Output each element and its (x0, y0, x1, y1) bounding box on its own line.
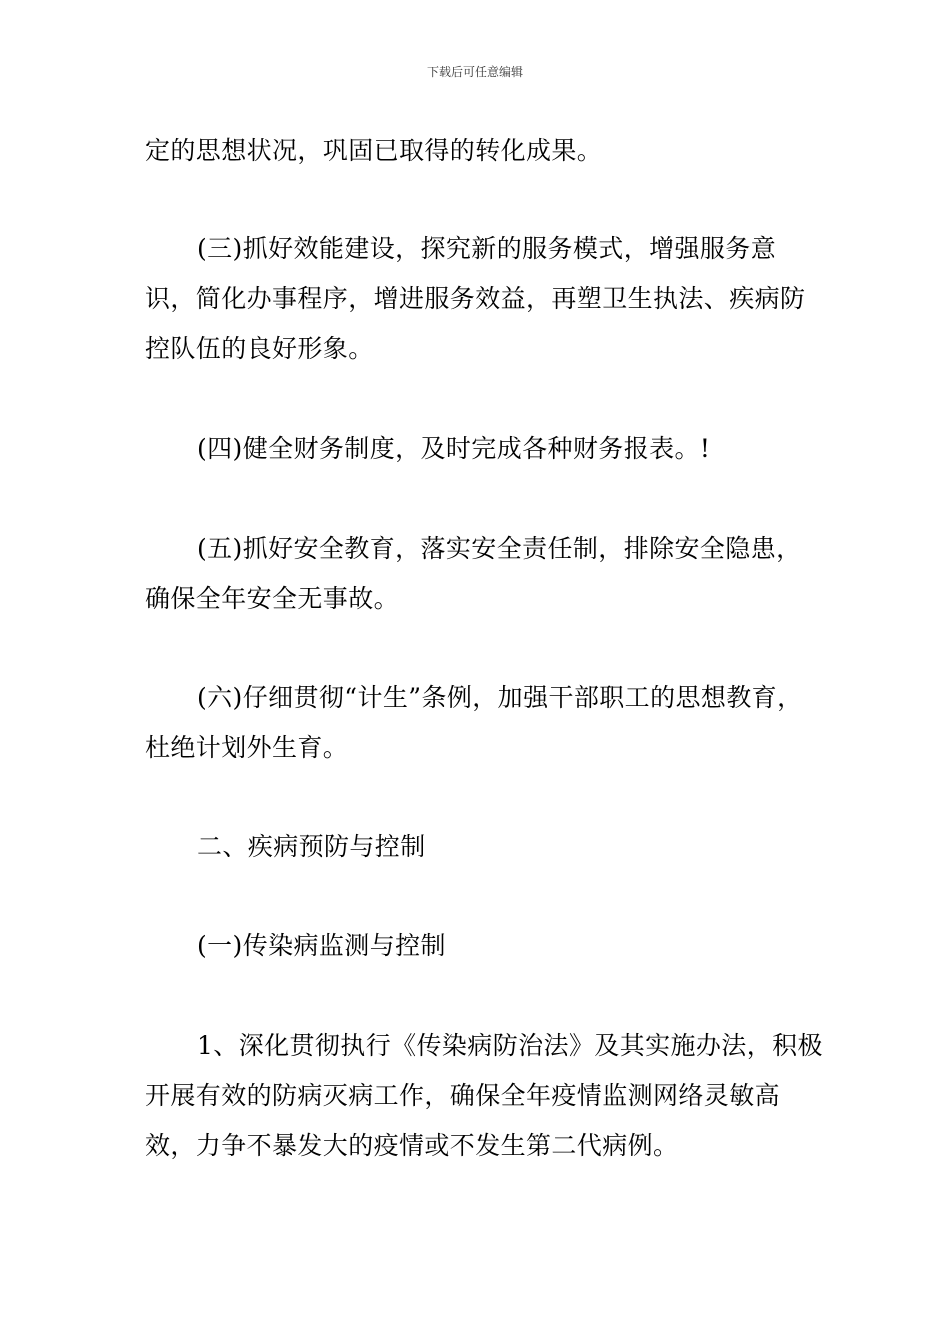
paragraph-item-six: (六)仔细贯彻“计生”条例，加强干部职工的思想教育，杜绝计划外生育。 (145, 683, 803, 762)
paragraph-item-three: (三)抓好效能建设，探究新的服务模式，增强服务意识，简化办事程序，增进服务效益，再塑卫生执法、疾病防控队伍的良好形象。 (145, 234, 806, 363)
paragraph-continuation: 定的思想状况，巩固已取得的转化成果。 (145, 136, 603, 165)
subsection-heading-infectious-disease: (一)传染病监测与控制 (197, 931, 446, 960)
page-header-note: 下载后可任意编辑 (426, 65, 523, 79)
section-heading-disease-control: 二、疾病预防与控制 (197, 832, 426, 861)
paragraph-item-five: (五)抓好安全教育，落实安全责任制，排除安全隐患，确保全年安全无事故。 (145, 534, 802, 613)
paragraph-item-four: (四)健全财务制度，及时完成各种财务报表。! (197, 434, 711, 463)
paragraph-item-one-detail: 1、深化贯彻执行《传染病防治法》及其实施办法，积极开展有效的防病灭病工作，确保全年疫情监测网络灵敏高效，力争不暴发大的疫情或不发生第二代病例。 (145, 1031, 823, 1160)
